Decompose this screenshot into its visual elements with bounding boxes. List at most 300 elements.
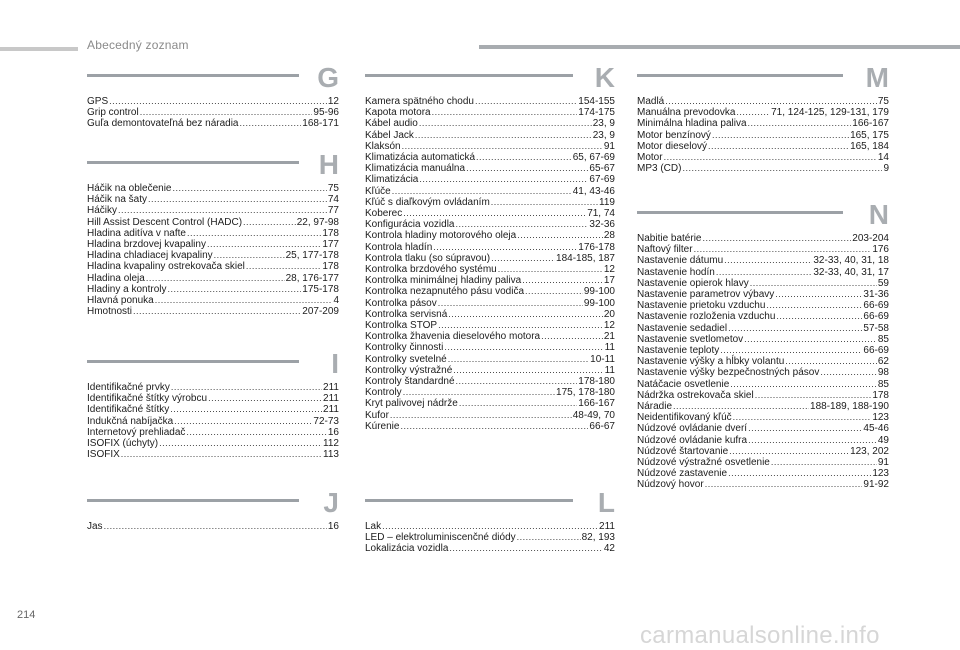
dot-leader	[448, 354, 589, 365]
dot-leader	[755, 390, 872, 401]
index-entry	[365, 398, 615, 409]
dot-leader	[785, 356, 877, 367]
entry-pages: 154-155	[578, 96, 615, 107]
index-entry	[365, 309, 615, 320]
section-k	[365, 62, 615, 432]
dot-leader	[403, 208, 586, 219]
index-entry	[365, 376, 615, 387]
index-entry	[637, 289, 889, 300]
dot-leader	[664, 152, 877, 163]
entry-pages: 85	[877, 378, 889, 390]
index-entry	[365, 320, 615, 331]
entry-pages: 48-49, 70	[572, 409, 615, 421]
index-entry	[637, 412, 889, 423]
dot-leader	[820, 367, 877, 378]
entry-pages: 112	[323, 438, 339, 450]
entry-name: Kryt palivovej nádrže	[365, 398, 458, 410]
entry-pages: 99-100	[583, 286, 615, 298]
entry-pages: 14	[877, 152, 889, 164]
entry-pages: 71, 74	[587, 208, 615, 220]
index-entry	[637, 278, 889, 289]
index-entry	[87, 416, 339, 427]
dot-leader	[456, 219, 589, 230]
entry-name: Indukčná nabíjačka	[87, 415, 174, 427]
entry-name: Klimatizácia manuálna	[365, 163, 466, 175]
section-letter: M	[865, 62, 889, 93]
entry-name: Kontrolka brzdového systému	[365, 264, 497, 276]
entry-pages: 91	[877, 457, 889, 469]
section-n	[637, 199, 889, 491]
entry-name: Nastavenie teploty	[637, 345, 720, 357]
entry-pages: 165, 184	[850, 140, 889, 152]
entry-name: Núdzové ovládanie dverí	[637, 423, 748, 435]
index-entry	[87, 295, 339, 306]
index-entry	[365, 130, 615, 141]
entry-name: Identifikačné štítky výrobcu	[87, 393, 208, 405]
dot-leader	[702, 233, 851, 244]
dot-leader	[186, 427, 326, 438]
entry-name: Núdzové štartovanie	[637, 445, 729, 457]
entry-name: Háčik na oblečenie	[87, 183, 172, 194]
entry-list	[637, 233, 889, 491]
entry-name: Hladina aditíva v nafte	[87, 227, 186, 239]
dot-leader	[109, 96, 327, 107]
entry-pages: 9	[883, 163, 889, 175]
section-letter: K	[594, 62, 615, 93]
dot-leader	[214, 250, 285, 261]
entry-pages: 211	[323, 393, 339, 405]
entry-name: Núdzové ovládanie kufra	[637, 434, 748, 446]
index-entry	[637, 267, 889, 278]
entry-name: Kľúč s diaľkovým ovládaním	[365, 196, 490, 208]
entry-name: Konfigurácia vozidla	[365, 219, 455, 231]
dot-leader	[729, 446, 849, 457]
index-entry	[365, 421, 615, 432]
entry-name: Madlá	[637, 96, 665, 107]
entry-name: Lokalizácia vozidla	[365, 543, 449, 555]
section-l	[365, 487, 615, 555]
watermark: carmanualsonline.info	[640, 622, 880, 649]
entry-name: Motor	[637, 152, 663, 164]
entry-name: Naftový filter	[637, 244, 693, 256]
entry-pages: 59	[877, 277, 889, 289]
section-divider	[87, 74, 299, 77]
dot-leader	[748, 118, 852, 129]
index-entry	[87, 404, 339, 415]
entry-name: Neidentifikovaný kľúč	[637, 412, 732, 424]
dot-leader	[243, 217, 296, 228]
section-letter: N	[868, 199, 889, 230]
entry-name: Kontroly	[365, 387, 402, 399]
index-entry	[365, 331, 615, 342]
dot-leader	[748, 435, 877, 446]
dot-leader	[730, 379, 877, 390]
entry-list	[87, 521, 339, 532]
entry-name: Kontrola tlaku (so súpravou)	[365, 252, 491, 264]
entry-name: Kontrolka nezapnutého pásu vodiča	[365, 286, 525, 298]
section-letter: L	[597, 487, 615, 518]
dot-leader	[246, 261, 321, 272]
entry-pages: 176-178	[578, 241, 615, 253]
entry-name: Kamera spätného chodu	[365, 96, 474, 107]
index-entry	[365, 286, 615, 297]
entry-pages: 25, 177-178	[285, 250, 339, 262]
entry-name: Kufor	[365, 409, 389, 421]
entry-list	[87, 382, 339, 460]
entry-name: MP3 (CD)	[637, 163, 682, 175]
dot-leader	[475, 96, 577, 107]
dot-leader	[432, 107, 578, 118]
entry-pages: 21	[603, 331, 615, 343]
section-letter: I	[331, 348, 339, 379]
entry-pages: 178-180	[578, 376, 615, 388]
index-entry	[637, 479, 889, 490]
index-entry	[365, 219, 615, 230]
index-entry	[637, 345, 889, 356]
index-entry	[365, 264, 615, 275]
index-entry	[637, 233, 889, 244]
entry-pages: 82, 193	[581, 532, 615, 544]
entry-name: Kontrolka servisná	[365, 308, 448, 320]
index-entry	[87, 96, 339, 107]
index-entry	[87, 393, 339, 404]
dot-leader	[682, 163, 882, 174]
index-entry	[87, 427, 339, 438]
dot-leader	[491, 197, 598, 208]
dot-leader	[187, 228, 321, 239]
index-entry	[365, 208, 615, 219]
index-entry	[637, 457, 889, 468]
entry-name: ISOFIX (úchyty)	[87, 438, 159, 450]
entry-name: Natáčacie osvetlenie	[637, 378, 730, 390]
index-entry	[637, 356, 889, 367]
dot-leader	[459, 398, 577, 409]
index-entry	[637, 244, 889, 255]
dot-leader	[390, 410, 572, 421]
dot-leader	[392, 186, 572, 197]
dot-leader	[522, 275, 603, 286]
dot-leader	[517, 532, 581, 543]
page-number: 214	[17, 609, 36, 621]
entry-name: Kontrola hladiny motorového oleja	[365, 230, 517, 242]
index-entry	[637, 255, 889, 266]
entry-name: Hill Assist Descent Control (HADC)	[87, 216, 243, 228]
entry-name: Nastavenie sedadiel	[637, 322, 728, 334]
entry-pages: 75	[327, 183, 339, 194]
entry-name: Internetový prehliadač	[87, 426, 186, 438]
entry-name: Kontrolky činnosti	[365, 342, 444, 354]
index-entry	[87, 273, 339, 284]
dot-leader	[673, 401, 809, 412]
entry-pages: 10-11	[590, 353, 615, 365]
index-entry	[365, 96, 615, 107]
section-divider	[365, 74, 573, 77]
section-m	[637, 62, 889, 175]
entry-pages: 123, 202	[850, 445, 889, 457]
entry-name: Kapota motora	[365, 107, 431, 119]
index-entry	[87, 228, 339, 239]
entry-name: Hladina brzdovej kvapaliny	[87, 239, 206, 251]
entry-pages: 178	[322, 227, 339, 239]
entry-name: Jas	[87, 521, 103, 532]
entry-list	[365, 96, 615, 432]
index-entry	[365, 543, 615, 554]
dot-leader	[419, 118, 592, 129]
entry-name: Manuálna prevodovka	[637, 107, 736, 119]
entry-name: Núdzové výstražné osvetlenie	[637, 457, 770, 469]
entry-name: Hladina oleja	[87, 272, 145, 284]
entry-name: Hladiny a kontroly	[87, 283, 167, 295]
dot-leader	[517, 230, 603, 241]
entry-name: Nastavenie výšky a hĺbky volantu	[637, 356, 785, 368]
entry-pages: 57-58	[863, 322, 889, 334]
dot-leader	[775, 289, 862, 300]
entry-pages: 41, 43-46	[572, 185, 615, 197]
entry-pages: 32-33, 40, 31, 18	[813, 255, 889, 267]
header-bar-right	[479, 45, 960, 49]
section-letter: H	[318, 149, 339, 180]
entry-pages: 166-167	[852, 118, 889, 130]
entry-name: Kontrolka minimálnej hladiny paliva	[365, 275, 522, 287]
dot-leader	[498, 264, 603, 275]
dot-leader	[171, 382, 322, 393]
entry-name: Klimatizácia	[365, 174, 419, 186]
entry-pages: 168-171	[302, 118, 339, 130]
index-entry	[365, 532, 615, 543]
page-title: Abecedný zoznam	[87, 38, 189, 52]
entry-name: Kľúče	[365, 185, 391, 197]
dot-leader	[444, 342, 603, 353]
entry-pages: 211	[599, 521, 615, 532]
index-entry	[365, 521, 615, 532]
entry-name: Koberec	[365, 208, 403, 220]
dot-leader	[665, 96, 877, 107]
dot-leader	[438, 320, 603, 331]
entry-pages: 98	[877, 367, 889, 379]
index-entry	[637, 334, 889, 345]
index-entry	[365, 174, 615, 185]
entry-name: Identifikačné prvky	[87, 382, 170, 393]
entry-pages: 203-204	[852, 233, 889, 244]
index-entry	[637, 152, 889, 163]
entry-name: Kábel audio	[365, 118, 418, 130]
entry-name: Kontrolka pásov	[365, 297, 437, 309]
index-entry	[87, 217, 339, 228]
index-entry	[637, 130, 889, 141]
index-entry	[637, 379, 889, 390]
dot-leader	[733, 412, 872, 423]
entry-name: Hladina kvapaliny ostrekovača skiel	[87, 261, 245, 273]
entry-pages: 49	[877, 434, 889, 446]
entry-name: Nastavenie opierok hlavy	[637, 277, 749, 289]
dot-leader	[173, 183, 327, 194]
index-entry	[637, 367, 889, 378]
entry-name: Hmotnosti	[87, 306, 133, 318]
entry-name: Nastavenie dátumu	[637, 255, 724, 267]
entry-pages: 211	[323, 404, 339, 416]
entry-pages: 91	[603, 140, 615, 152]
entry-name: Klimatizácia automatická	[365, 152, 476, 164]
dot-leader	[766, 300, 862, 311]
entry-pages: 12	[603, 264, 615, 276]
entry-list	[87, 183, 339, 317]
entry-list	[87, 96, 339, 130]
section-letter: J	[323, 487, 339, 518]
entry-name: Motor benzínový	[637, 129, 711, 141]
entry-pages: 178	[872, 389, 889, 401]
dot-leader	[456, 376, 578, 387]
entry-pages: 178	[322, 261, 339, 273]
entry-name: Guľa demontovateľná bez náradia	[87, 118, 239, 130]
dot-leader	[170, 404, 322, 415]
entry-pages: 32-33, 40, 31, 17	[813, 266, 889, 278]
dot-leader	[525, 286, 583, 297]
dot-leader	[159, 438, 322, 449]
index-entry	[365, 410, 615, 421]
entry-name: Nastavenie prietoku vzduchu	[637, 300, 766, 312]
entry-name: Kontrolky svetelné	[365, 353, 447, 365]
index-entry	[637, 468, 889, 479]
entry-name: Nádržka ostrekovača skiel	[637, 389, 754, 401]
section-divider	[87, 499, 299, 502]
dot-leader	[402, 141, 603, 152]
index-entry	[365, 186, 615, 197]
entry-pages: 85	[877, 333, 889, 345]
dot-leader	[448, 309, 603, 320]
entry-pages: 72-73	[313, 415, 339, 427]
dot-leader	[174, 416, 312, 427]
entry-pages: 28, 176-177	[285, 272, 339, 284]
entry-name: LED – elektroluminiscenčné diódy	[365, 532, 516, 544]
index-entry	[365, 253, 615, 264]
index-entry	[637, 141, 889, 152]
entry-name: Háčik na šaty	[87, 194, 148, 206]
index-entry	[637, 390, 889, 401]
index-entry	[87, 382, 339, 393]
dot-leader	[491, 253, 555, 264]
entry-name: Kontrolka žhavenia dieselového motora	[365, 331, 541, 343]
entry-pages: 91-92	[863, 479, 889, 491]
entry-pages: 174-175	[578, 107, 615, 119]
index-entry	[637, 96, 889, 107]
entry-name: Náradie	[637, 401, 673, 413]
entry-list	[365, 521, 615, 555]
entry-pages: 22, 97-98	[296, 216, 339, 228]
index-entry	[87, 261, 339, 272]
index-entry	[87, 438, 339, 449]
entry-pages: 11	[604, 364, 615, 376]
dot-leader	[744, 334, 877, 345]
entry-name: Klaksón	[365, 140, 401, 152]
entry-name: Nabitie batérie	[637, 233, 702, 244]
dot-leader	[207, 239, 321, 250]
dot-leader	[476, 152, 572, 163]
entry-name: Kontrolka STOP	[365, 320, 438, 332]
entry-pages: 32-36	[589, 219, 615, 231]
index-entry	[365, 354, 615, 365]
entry-name: GPS	[87, 96, 109, 107]
entry-pages: 23, 9	[592, 118, 615, 130]
entry-pages: 65-67	[589, 163, 615, 175]
entry-pages: 95-96	[313, 107, 339, 119]
index-entry	[637, 300, 889, 311]
entry-name: Kábel Jack	[365, 129, 414, 141]
index-entry	[87, 239, 339, 250]
entry-name: Kontrola hladín	[365, 241, 433, 253]
dot-leader	[771, 457, 877, 468]
index-entry	[87, 183, 339, 194]
section-i	[87, 348, 339, 461]
index-entry	[365, 197, 615, 208]
entry-pages: 113	[323, 449, 339, 461]
section-divider	[637, 74, 843, 77]
entry-pages: 17	[603, 275, 615, 287]
entry-name: Nastavenie rozloženia vzduchu	[637, 311, 776, 323]
index-entry	[637, 118, 889, 129]
entry-name: Lak	[365, 521, 382, 532]
dot-leader	[720, 345, 862, 356]
entry-pages: 4	[333, 295, 339, 307]
entry-pages: 66-67	[589, 420, 615, 432]
index-entry	[87, 449, 339, 460]
dot-leader	[724, 255, 812, 266]
entry-name: Núdzové zastavenie	[637, 468, 728, 480]
dot-leader	[148, 194, 327, 205]
entry-name: Háčiky	[87, 205, 118, 217]
index-entry	[365, 242, 615, 253]
dot-leader	[776, 311, 862, 322]
index-entry	[637, 423, 889, 434]
entry-pages: 66-69	[863, 345, 889, 357]
entry-pages: 207-209	[302, 306, 339, 318]
index-entry	[637, 311, 889, 322]
dot-leader	[155, 295, 333, 306]
entry-pages: 42	[603, 543, 615, 555]
entry-name: Hladina chladiacej kvapaliny	[87, 250, 213, 262]
index-entry	[365, 107, 615, 118]
entry-list	[637, 96, 889, 174]
dot-leader	[736, 107, 770, 118]
entry-pages: 175-178	[302, 283, 339, 295]
entry-pages: 45-46	[863, 423, 889, 435]
dot-leader	[400, 421, 588, 432]
section-divider	[87, 360, 299, 363]
index-entry	[365, 141, 615, 152]
entry-pages: 99-100	[583, 297, 615, 309]
entry-pages: 176	[872, 244, 889, 256]
dot-leader	[240, 118, 302, 129]
entry-pages: 62	[877, 356, 889, 368]
entry-name: Nastavenie hodín	[637, 266, 715, 278]
index-entry	[87, 284, 339, 295]
section-divider	[87, 161, 299, 164]
section-divider	[365, 499, 573, 502]
index-entry	[87, 250, 339, 261]
section-g	[87, 62, 339, 130]
dot-leader	[728, 468, 871, 479]
entry-name: Nastavenie parametrov výbavy	[637, 289, 775, 301]
dot-leader	[694, 244, 872, 255]
entry-name: Kontroly štandardné	[365, 376, 455, 388]
index-entry	[365, 152, 615, 163]
index-entry	[365, 163, 615, 174]
entry-pages: 28	[603, 230, 615, 242]
dot-leader	[167, 284, 301, 295]
entry-pages: 16	[327, 521, 339, 532]
entry-name: Minimálna hladina paliva	[637, 118, 747, 130]
index-entry	[637, 323, 889, 334]
entry-pages: 67-69	[589, 174, 615, 186]
